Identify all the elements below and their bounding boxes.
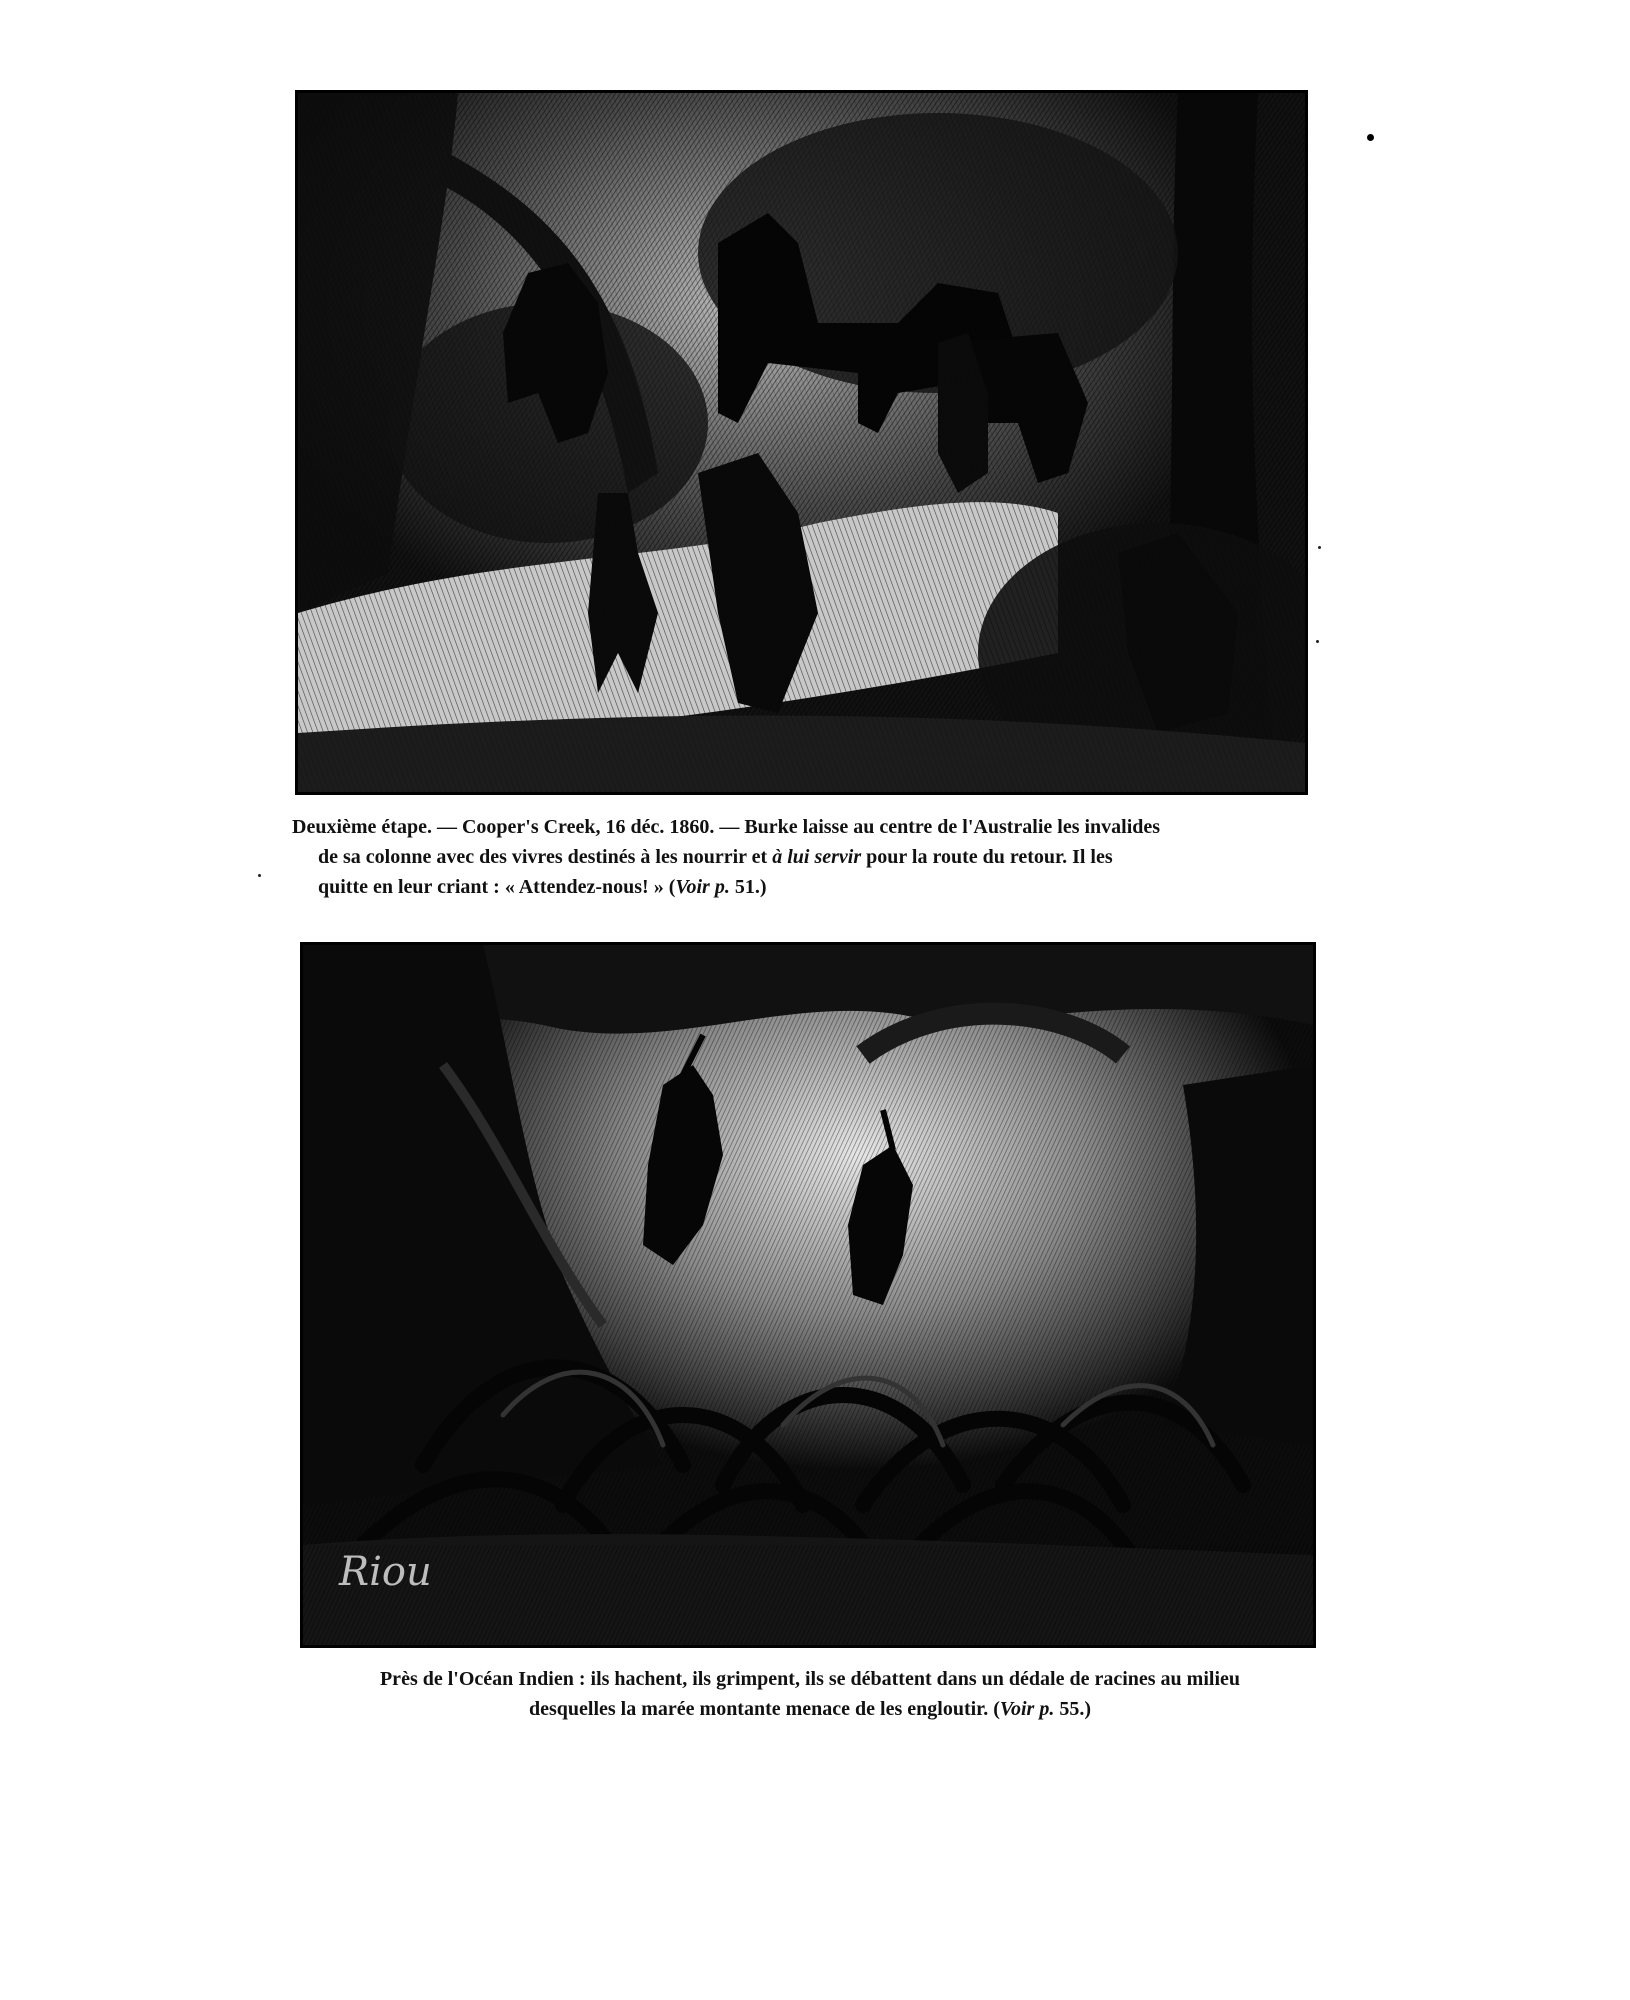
- engraving-mangrove-roots-image: [303, 945, 1313, 1645]
- caption-text: de sa colonne avec des vivres destinés à les nourrir et: [318, 846, 773, 868]
- caption-text: desquelles la marée montante menace de les engloutir. (: [529, 1698, 1000, 1720]
- engraving-mangrove-roots: [300, 942, 1316, 1648]
- caption-line: [300, 1694, 1320, 1724]
- paper-speck: [258, 874, 261, 877]
- page-mark-dot: [1367, 134, 1374, 141]
- caption-text: pour la route du retour. Il les: [861, 846, 1113, 868]
- caption-italic: à lui servir: [772, 846, 862, 868]
- caption-line: Près de l'Océan Indien : ils hachent, ils grimpent, ils se débattent dans un dédale de racines au milieu: [379, 1668, 1241, 1690]
- caption-text: 55.): [1054, 1698, 1091, 1720]
- caption-text: quitte en leur criant : « Attendez-nous! » (: [318, 876, 676, 898]
- caption-line: [292, 872, 1312, 902]
- caption-text: 51.): [729, 876, 767, 898]
- paper-speck: [1316, 640, 1319, 643]
- artist-signature: Riou: [339, 1549, 432, 1595]
- caption-line: [292, 842, 1312, 872]
- paper-speck: [1318, 546, 1321, 549]
- caption-italic: Voir p.: [675, 876, 730, 898]
- caption-cooper-creek: [292, 812, 1312, 902]
- engraving-cooper-creek: [295, 90, 1308, 795]
- caption-line: Deuxième étape. — Cooper's Creek, 16 déc. 1860. — Burke laisse au centre de l'Australie les invalides: [292, 816, 1161, 838]
- caption-italic: Voir p.: [999, 1698, 1055, 1720]
- caption-mangrove: [300, 1664, 1320, 1724]
- engraving-cooper-creek-image: [298, 93, 1305, 792]
